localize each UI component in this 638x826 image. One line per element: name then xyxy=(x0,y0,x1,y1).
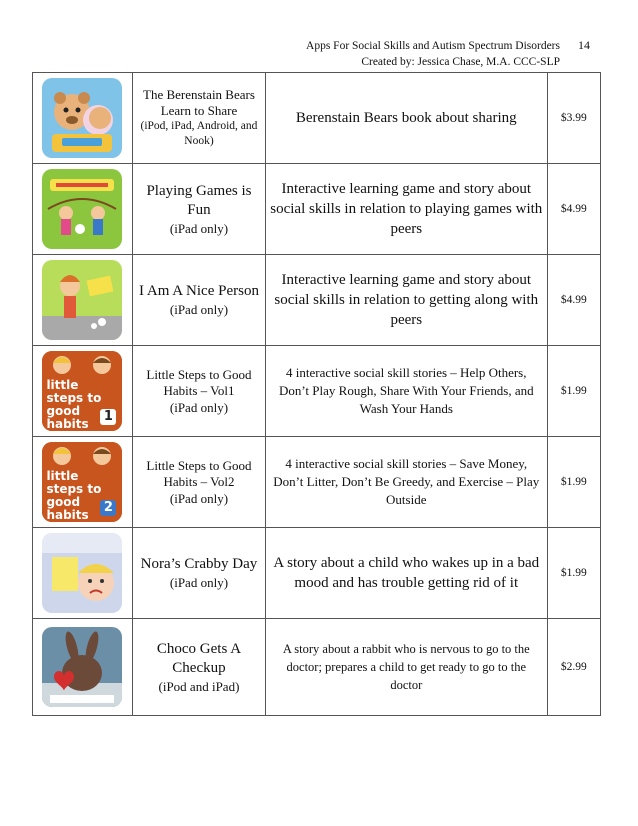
app-description-cell xyxy=(266,346,547,437)
app-description: 4 interactive social skill stories – Save Money, Don’t Litter, Don’t Be Greedy, and Exercise – Play Outside xyxy=(273,456,540,507)
app-description: A story about a child who wakes up in a bad mood and has trouble getting rid of it xyxy=(273,555,540,591)
volume-badge: 1 xyxy=(103,409,113,424)
page-header xyxy=(0,38,560,70)
app-name-cell xyxy=(132,437,265,528)
app-platform: (iPad only) xyxy=(169,575,229,590)
table-row xyxy=(33,73,601,164)
app-name: Little Steps to Good Habits – Vol2 xyxy=(146,457,252,489)
app-platform: (iPad only) xyxy=(169,490,229,506)
app-name-cell xyxy=(132,528,265,619)
icon-cell xyxy=(33,164,133,255)
table-row xyxy=(33,255,601,346)
app-price: $1.99 xyxy=(547,437,600,528)
app-description: Berenstain Bears book about sharing xyxy=(295,110,517,126)
table-row xyxy=(33,619,601,716)
table-row xyxy=(33,346,601,437)
app-price: $4.99 xyxy=(547,255,600,346)
app-price: $4.99 xyxy=(547,164,600,255)
app-description: 4 interactive social skill stories – Help Others, Don’t Play Rough, Share With Your Friends, and Wash Your Hands xyxy=(278,365,534,416)
little-steps-2-icon xyxy=(42,442,122,522)
app-price: $2.99 xyxy=(547,619,600,716)
icon-cell xyxy=(33,619,133,716)
volume-badge: 2 xyxy=(103,500,113,515)
app-name: The Berenstain Bears Learn to Share xyxy=(143,87,255,118)
app-name-cell xyxy=(132,73,265,164)
app-name: Little Steps to Good Habits – Vol1 xyxy=(146,366,252,398)
app-description-cell xyxy=(266,437,547,528)
icon-cell xyxy=(33,346,133,437)
app-name: Choco Gets A Checkup xyxy=(156,640,242,676)
app-description: Interactive learning game and story about social skills in relation to playing games with peers xyxy=(270,181,543,237)
app-name-cell xyxy=(132,346,265,437)
icon-cell xyxy=(33,255,133,346)
table-row xyxy=(33,164,601,255)
app-name: Playing Games is Fun xyxy=(146,182,252,218)
playing-games-icon xyxy=(42,169,122,249)
table-row xyxy=(33,437,601,528)
table-row xyxy=(33,528,601,619)
crabby-day-icon xyxy=(42,533,122,613)
icon-cell xyxy=(33,73,133,164)
app-description: A story about a rabbit who is nervous to go to the doctor; prepares a child to get ready to go to the doctor xyxy=(282,642,530,692)
app-platform: (iPad only) xyxy=(169,220,229,236)
app-description-cell xyxy=(266,164,547,255)
app-description: Interactive learning game and story about social skills in relation to getting along with peers xyxy=(274,272,539,328)
app-platform: (iPod, iPad, Android, and Nook) xyxy=(140,120,258,147)
app-platform: (iPod and iPad) xyxy=(158,678,240,694)
little-steps-1-icon xyxy=(42,351,122,431)
app-price: $1.99 xyxy=(547,346,600,437)
app-platform: (iPad only) xyxy=(169,302,229,317)
little-steps-icon-text: little steps to good habits xyxy=(46,469,102,522)
app-name-cell xyxy=(132,619,265,716)
nice-person-icon xyxy=(42,260,122,340)
header-author: Created by: Jessica Chase, M.A. CCC-SLP xyxy=(361,56,560,68)
app-price: $3.99 xyxy=(547,73,600,164)
app-platform: (iPad only) xyxy=(169,399,229,415)
header-title: Apps For Social Skills and Autism Spectrum Disorders xyxy=(306,40,560,52)
app-description-cell xyxy=(266,528,547,619)
app-name-cell xyxy=(132,255,265,346)
app-description-cell xyxy=(266,73,547,164)
apps-table xyxy=(32,72,601,716)
choco-icon xyxy=(42,627,122,707)
page-number: 14 xyxy=(578,38,590,52)
app-name: I Am A Nice Person xyxy=(138,283,259,299)
app-description-cell xyxy=(266,619,547,716)
little-steps-icon-text: little steps to good habits xyxy=(46,378,102,431)
app-name-cell xyxy=(132,164,265,255)
app-price: $1.99 xyxy=(547,528,600,619)
icon-cell xyxy=(33,437,133,528)
bears-icon xyxy=(42,78,122,158)
app-description-cell xyxy=(266,255,547,346)
app-name: Nora’s Crabby Day xyxy=(140,556,258,572)
icon-cell xyxy=(33,528,133,619)
